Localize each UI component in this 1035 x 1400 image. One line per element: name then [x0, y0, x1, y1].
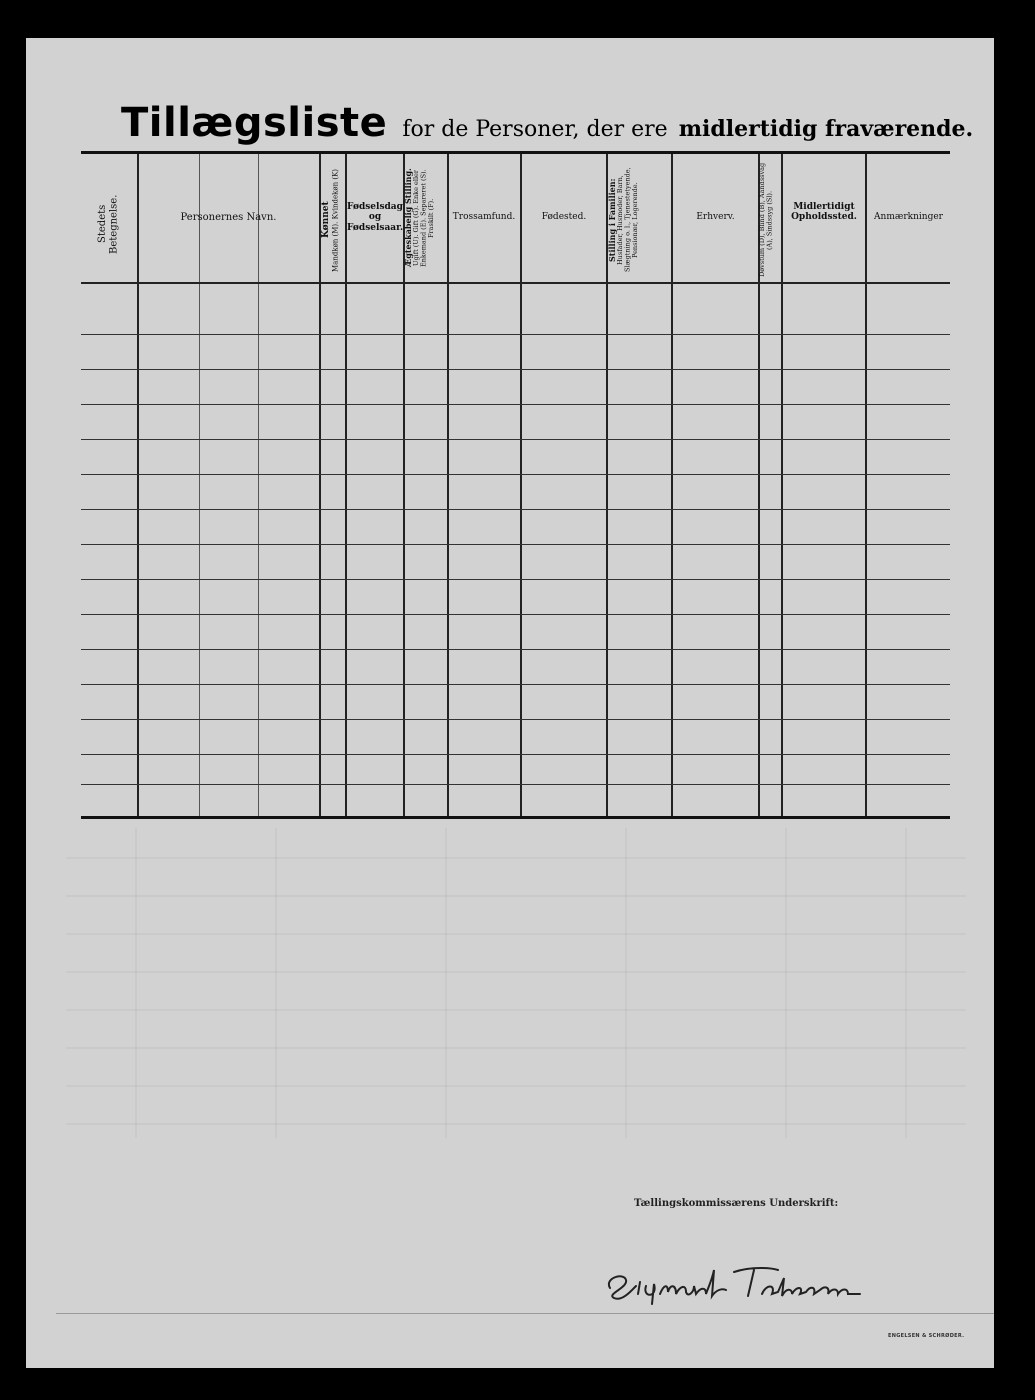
header-fodselsdag — [347, 202, 403, 233]
header-stilling-sub: Husfader, Husmoder, Barn, Slægtning o. l., Tjenestetyende, Pensionær, Logerende. — [616, 167, 640, 273]
printer-mark: ENGELSEN & SCHRØDER. — [888, 1333, 965, 1339]
signature-label: Tællingskommissærens Underskrift: — [634, 1198, 839, 1209]
column-divider — [137, 154, 139, 816]
header-konnet-label: Kønnet — [321, 201, 331, 239]
column-divider — [258, 154, 259, 816]
row-rule — [81, 474, 950, 475]
row-rule — [81, 544, 950, 545]
bottom-rule — [56, 1313, 994, 1314]
header-midlertidigt-opholdssted — [783, 202, 865, 223]
header-stilling-label: Stilling i Familien: — [607, 178, 617, 262]
title-rest: for de Personer, der ere — [402, 117, 668, 142]
row-rule — [81, 754, 950, 755]
row-rule — [81, 509, 950, 510]
column-divider — [671, 154, 673, 816]
header-fodested: Fødested. — [541, 212, 587, 222]
header-rule — [81, 282, 950, 284]
absentee-table — [81, 151, 950, 819]
header-fodselsaar: Fødselsaar. — [347, 222, 404, 233]
row-rule — [81, 784, 950, 785]
header-opholdssted: Opholdssted. — [791, 212, 857, 223]
header-stedets-betegnelse: Stedets Betegnelse. — [97, 194, 120, 254]
column-divider — [520, 154, 522, 816]
header-dovstum: Døvstum (D), Blind (B), Aandssvag (A), Sindssyg (Sl). — [758, 162, 774, 278]
form-title — [121, 100, 973, 146]
row-rule — [81, 404, 950, 405]
row-rule — [81, 649, 950, 650]
header-erhverv: Erhverv. — [696, 212, 735, 222]
row-rule — [81, 614, 950, 615]
column-divider — [447, 154, 449, 816]
header-konnet-sub: Mandkøn (M). Kvindekøn (K) — [331, 168, 340, 272]
header-fodselsdag-label: Fødselsdag — [347, 202, 403, 212]
header-trossamfund: Trossamfund. — [452, 212, 516, 222]
header-midlertidigt-label: Midlertidigt — [793, 202, 855, 212]
row-rule — [81, 439, 950, 440]
row-rule — [81, 719, 950, 720]
header-aegteskabelig-sub: Ugift (U). Gift (G). Enke eller Enkemand (E). Separeret (S). Fraskilt (F). — [412, 169, 436, 267]
header-aegteskabelig-label: Ægteskabelig Stilling. — [403, 168, 413, 268]
signature-handwriting — [602, 1258, 892, 1312]
census-form-sheet — [26, 38, 994, 1368]
column-divider — [345, 154, 347, 816]
column-divider — [199, 154, 200, 816]
header-fodselsdag-og: og — [368, 212, 382, 223]
header-personernes-navn: Personernes Navn. — [180, 212, 277, 223]
title-emphasis: midlertidig fraværende. — [678, 116, 974, 142]
header-stilling-i-familien — [608, 162, 670, 278]
column-divider — [865, 154, 867, 816]
title-main: Tillægsliste — [121, 100, 388, 146]
header-anmaerkninger: Anmærkninger — [874, 212, 943, 222]
row-rule — [81, 334, 950, 335]
header-konnet — [321, 164, 343, 276]
row-rule — [81, 369, 950, 370]
row-rule — [81, 579, 950, 580]
header-aegteskabelig — [404, 158, 446, 278]
row-rule — [81, 684, 950, 685]
column-divider — [781, 154, 783, 816]
